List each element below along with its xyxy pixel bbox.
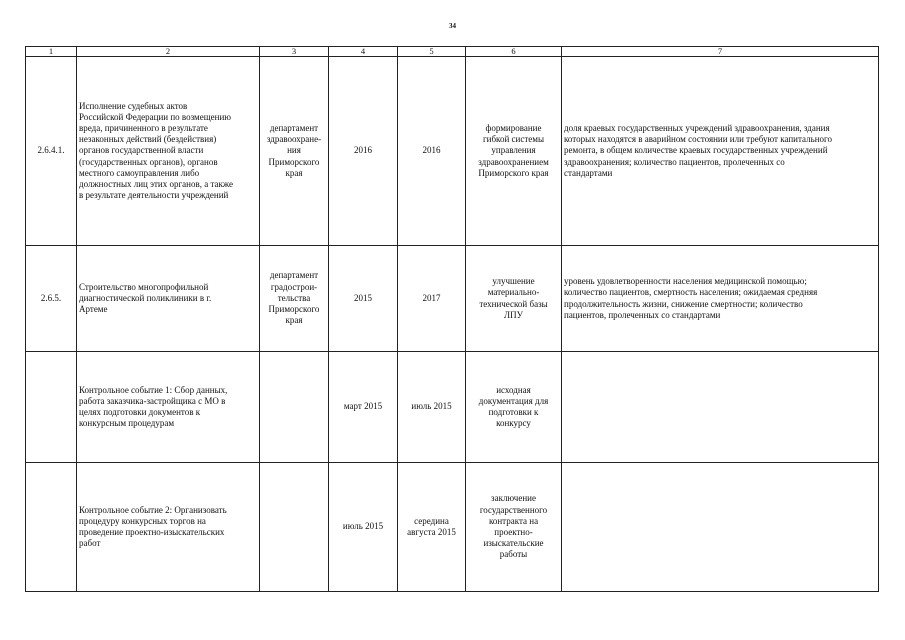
program-table xyxy=(25,46,879,592)
row-indicators xyxy=(562,352,879,463)
row-end: июль 2015 xyxy=(398,352,466,463)
row-start: июль 2015 xyxy=(329,463,398,592)
row-start: 2016 xyxy=(329,57,398,246)
table-row xyxy=(26,57,879,246)
col-header-6: 6 xyxy=(466,47,562,57)
row-result: исходная документация для подготовки к конкурсу xyxy=(466,352,562,463)
row-id xyxy=(26,352,77,463)
col-header-7: 7 xyxy=(562,47,879,57)
row-id: 2.6.4.1. xyxy=(26,57,77,246)
row-indicators: уровень удовлетворенности населения медицинской помощью; количество пациентов, смертность населения; ожидаемая средняя продолжительность жизни, снижение смертности; количество пациентов, пролеченных со стандартами xyxy=(562,246,879,352)
row-start: март 2015 xyxy=(329,352,398,463)
col-header-3: 3 xyxy=(260,47,329,57)
col-header-1: 1 xyxy=(26,47,77,57)
table-row xyxy=(26,352,879,463)
row-end: 2016 xyxy=(398,57,466,246)
row-end: 2017 xyxy=(398,246,466,352)
row-name: Строительство многопрофильной диагностической поликлиники в г. Артеме xyxy=(77,246,260,352)
row-start: 2015 xyxy=(329,246,398,352)
row-executor xyxy=(260,352,329,463)
row-name: Исполнение судебных актов Российской Федерации по возмещению вреда, причиненного в результате незаконных действий (бездействия) органов государственной власти (государственных органов), органов местного самоуправления либо должностных лиц этих органов, а также в результате деятельности учреждений xyxy=(77,57,260,246)
row-executor xyxy=(260,463,329,592)
col-header-5: 5 xyxy=(398,47,466,57)
row-name: Контрольное событие 2: Организовать процедуру конкурсных торгов на проведение проектно-изыскательских работ xyxy=(77,463,260,592)
col-header-4: 4 xyxy=(329,47,398,57)
row-result: формирование гибкой системы управления здравоохранением Приморского края xyxy=(466,57,562,246)
row-name: Контрольное событие 1: Сбор данных, работа заказчика-застройщика с МО в целях подготовки документов к конкурсным процедурам xyxy=(77,352,260,463)
header-row xyxy=(26,47,879,57)
row-end: середина августа 2015 xyxy=(398,463,466,592)
row-id xyxy=(26,463,77,592)
row-id: 2.6.5. xyxy=(26,246,77,352)
page-number: 34 xyxy=(449,22,456,30)
row-result: заключение государственного контракта на проектно- изыскательские работы xyxy=(466,463,562,592)
row-indicators: доля краевых государственных учреждений здравоохранения, здания которых находятся в аварийном состоянии или требуют капитального ремонта, в общем количестве краевых государственных учреждений здравоохранения; количество пациентов, пролеченных со стандартами xyxy=(562,57,879,246)
table-row xyxy=(26,246,879,352)
row-indicators xyxy=(562,463,879,592)
table-row xyxy=(26,463,879,592)
row-executor: департамент градострои- тельства Приморского края xyxy=(260,246,329,352)
row-executor: департамент здравоохране- ния Приморского края xyxy=(260,57,329,246)
col-header-2: 2 xyxy=(77,47,260,57)
row-result: улучшение материально- технической базы ЛПУ xyxy=(466,246,562,352)
